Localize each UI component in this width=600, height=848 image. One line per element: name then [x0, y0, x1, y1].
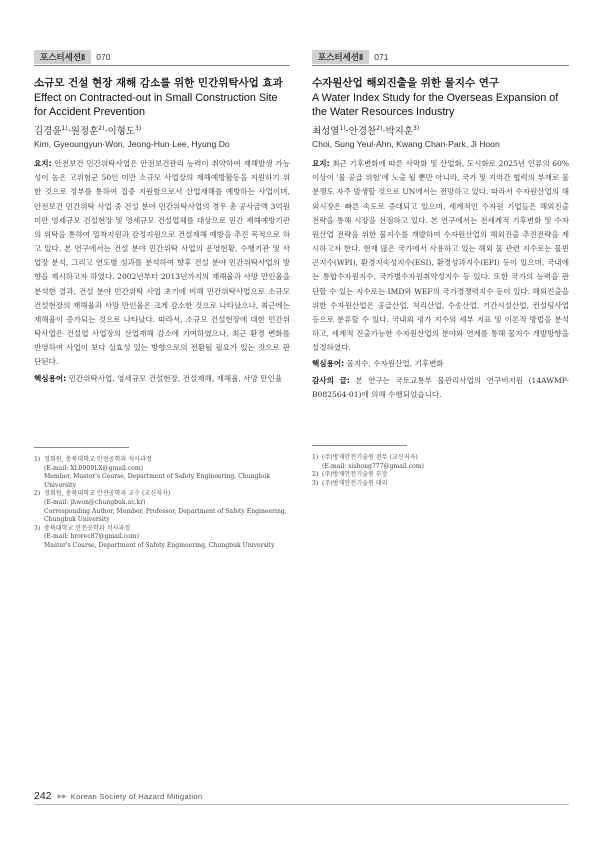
session-number: 070: [96, 52, 111, 62]
session-header: [34, 50, 290, 64]
author-name: 원정훈: [70, 126, 99, 138]
author-affiliation-mark: 3): [413, 125, 420, 132]
footnote-line: (E-mail: jhwon@chungbuk.ac.kr): [44, 498, 146, 506]
footnote: [312, 480, 569, 489]
acknowledgement: [312, 374, 569, 402]
acknowledgement-label: 감사의 글:: [312, 375, 350, 385]
footnote-number: 2): [34, 490, 41, 498]
footnote-line: (주)방재안전기술원 부장: [322, 471, 388, 479]
footnote-line: (E-mail: sisbong777@gmail.com): [322, 462, 425, 470]
acknowledgement-text: 본 연구는 국토교통부 물관리사업의 연구비지원 (14AWMP-B082564-01)에 의해 수행되었습니다.: [312, 375, 569, 399]
author-name: 박지훈: [385, 126, 413, 138]
footnote-line: 정회원, 충북대학교 안전공학과 석사과정: [44, 456, 152, 463]
author-affiliation-mark: 3): [135, 125, 142, 132]
left-article: [34, 50, 290, 386]
footnote: [34, 525, 290, 551]
footnote-line: Master's Course, Department of Safety Engineering, Chungbuk University: [44, 541, 275, 549]
title-english: Effect on Contracted-out in Small Construction Site for Accident Prevention: [34, 92, 278, 118]
author-affiliation-mark: 1): [339, 125, 346, 132]
title-english: A Water Index Study for the Overseas Expansion of the Water Resources Industry: [312, 92, 559, 118]
footnote-line: Corresponding Author, Member, Professor, Department of Safety Engineering, Chungbuk University: [44, 507, 287, 524]
session-number: 071: [374, 52, 389, 62]
abstract-text: 최근 기후변화에 따른 사막화 및 산업화, 도시화로 2025년 인류의 60% 이상이 '물 공급 위험'에 노출 될 뿐만 아니라, 국가 및 지역간 협력의 부재로 물 분쟁도 자주 발생할 것으로 UN에서는 전망하고 있다. 따라서 수자원산업의 해외시장은 빠른 속도로 증대되고 있으며, 세계적인 수자원 기업들은 해외진출 전략을 통해 시장을 선점하고 있다. 본 연구에서는 전세계적 기후변화 및 수자원산업 전략을 위한 물지수를 개발하여 수자원산업의 해외진출 추진전략을 제시하고자 한다. 현재 많은 국가에서 사용하고 있는 해외 물 관련 지수로는 물빈곤지수(WPI), 환경지속성지수(ESI), 환경성과지수(EPI) 등이 있으며, 국내에는 통합수자원지수, 국가별수자원취약성지수 등 있다. 또한 국가의 능력을 판단할 수 있는 지수로는 IMD와 WEF의 국가경쟁력지수 등이 있다. 해외진출을 위한 수자원산업은 공급산업, 처리산업, 수송산업, 기간시설산업, 컨설팅사업 등으로 분류할 수 있다. 국내외 평가 지수의 세부 지표 및 이론적 방법을 분석하고, 세계적 진출가능한 수자원산업의 분야와 연계를 통해 물지수 개발방향을 설정하였다.: [312, 159, 569, 353]
session-label: 포스터세션Ⅱ: [34, 50, 91, 64]
authors-english: Kim, Gyeoungyun·Won, Jeong-Hun·Lee, Hyung Do: [34, 139, 230, 150]
footnote-line: (주)방재안전기술원 전무 (교신저자): [322, 454, 418, 461]
title-korean: 소규모 건설 현장 재해 감소를 위한 민간위탁사업 효과: [34, 77, 283, 89]
abstract: [34, 157, 290, 369]
footnote-line: 충북대학교 안전공학과 석사과정: [44, 524, 131, 532]
author-separator: ·: [345, 126, 349, 138]
left-footnotes: [34, 447, 290, 551]
footnote-line: (E-mail: XL0909LX@gmail.com): [44, 464, 144, 472]
page-footer: [34, 790, 202, 802]
session-header: [312, 50, 569, 64]
footnote-number: 1): [312, 454, 319, 461]
footnote: [34, 490, 290, 524]
author-affiliation-mark: 2): [98, 125, 105, 132]
journal-name: Korean Society of Hazard Mitigation: [70, 791, 203, 801]
footnote-number: 1): [34, 456, 41, 463]
authors-korean: [34, 122, 290, 138]
session-label: 포스터세션Ⅱ: [312, 50, 369, 64]
abstract-text: 안전보건 민간위탁사업은 안전보건관리 능력이 취약하여 재해발생 가능성이 높은 고위험군 50인 미만 소규모 사업장의 재해예방활동을 지원하기 위한 것으로 정부를 통하여 집중 지원함으로서 산업재해를 예방하는 사업이며, 안전보건 민간위탁 사업 중 건설 분야 민간위탁사업의 경우 총 공사금액 3억원 미만 영세규모 건설현장 및 영세규모 건설업체를 대상으로 민간 재해예방기관의 위탁을 통하여 밀착지원과 감정지원으로 건설재해 예방을 추진 목적으로 하고 있다. 본 연구에서는 건설 분야 민간위탁 사업의 운영현황, 수행기관 및 사업장 분석, 그리고 연도별 성과를 분석하여 향후 건설 분야 민간위탁사업의 방향을 제시하고자 하였다. 2002년부터 2013년까지의 재해율과 사망 만인율을 분석한 결과, 건설 분야 민간위탁 사업 초기에 비해 민간위탁사업으로 소규모 건설현장의 재해율과 사망 만인율은 크게 감소한 것으로 나타났으나, 최근에는 재해율이 증가되는 것으로 나타났다. 따라서, 소규모 건설현장에 대한 민간위탁사업은 건설업 사업장의 산업재해 감소에 기여하였으나, 최근 환경 변화를 반영하여 사업이 보다 실효성 있는 방향으로의 전환될 필요가 있는 것으로 판단된다.: [34, 159, 290, 367]
footnote-line: (주)방재안전기술원 대리: [322, 479, 388, 487]
author-name: 최성열: [312, 126, 340, 138]
right-article: [312, 50, 569, 402]
keywords-label: 핵심용어:: [312, 359, 345, 369]
right-footnotes: [312, 445, 569, 488]
authors-korean: [312, 122, 569, 138]
keywords: [34, 372, 290, 386]
abstract-label: 요지:: [34, 159, 52, 169]
abstract: [312, 157, 569, 355]
session-rule: [34, 65, 290, 66]
keywords-text: 물지수, 수자원산업, 기후변화: [346, 359, 444, 369]
author-separator: ·: [67, 126, 71, 138]
footnote-number: 2): [312, 471, 319, 479]
keywords-label: 핵심용어:: [34, 373, 67, 383]
footnote-line: 정회원, 충북대학교 안전공학과 교수 (교신저자): [44, 490, 171, 498]
footnote-line: (E-mail: hrorec87@gmail.com): [44, 533, 139, 541]
keywords-text: 민간위탁사업, 영세규모 건설현장, 건설재해, 재해율, 사망 만인율: [68, 373, 283, 383]
author-name: 안경찬: [348, 126, 377, 138]
double-arrow-icon: ▶▶: [57, 792, 67, 800]
footnote: [312, 454, 569, 471]
author-separator: ·: [104, 126, 108, 138]
footer-rule: [34, 804, 569, 805]
footnote-line: Member, Master's Course, Department of Safety Engineering, Chungbuk University: [44, 473, 270, 489]
authors-english: Choi, Sung Yeul·Ahn, Kwang Chan·Park, Ji Hoon: [312, 139, 500, 150]
keywords: [312, 357, 569, 371]
abstract-label: 요지:: [312, 159, 330, 169]
footnote-number: 3): [312, 479, 319, 487]
author-name: 김경윤: [34, 126, 62, 138]
title-korean: 수자원산업 해외진출을 위한 물지수 연구: [312, 77, 500, 89]
footnote: [312, 471, 569, 480]
author-affiliation-mark: 2): [376, 125, 383, 132]
author-separator: ·: [382, 126, 386, 138]
footnote-number: 3): [34, 524, 41, 532]
footnote: [34, 456, 290, 490]
author-name: 이형도: [107, 126, 135, 138]
page-number: 242: [34, 790, 52, 802]
session-rule: [312, 65, 569, 66]
author-affiliation-mark: 1): [61, 125, 68, 132]
